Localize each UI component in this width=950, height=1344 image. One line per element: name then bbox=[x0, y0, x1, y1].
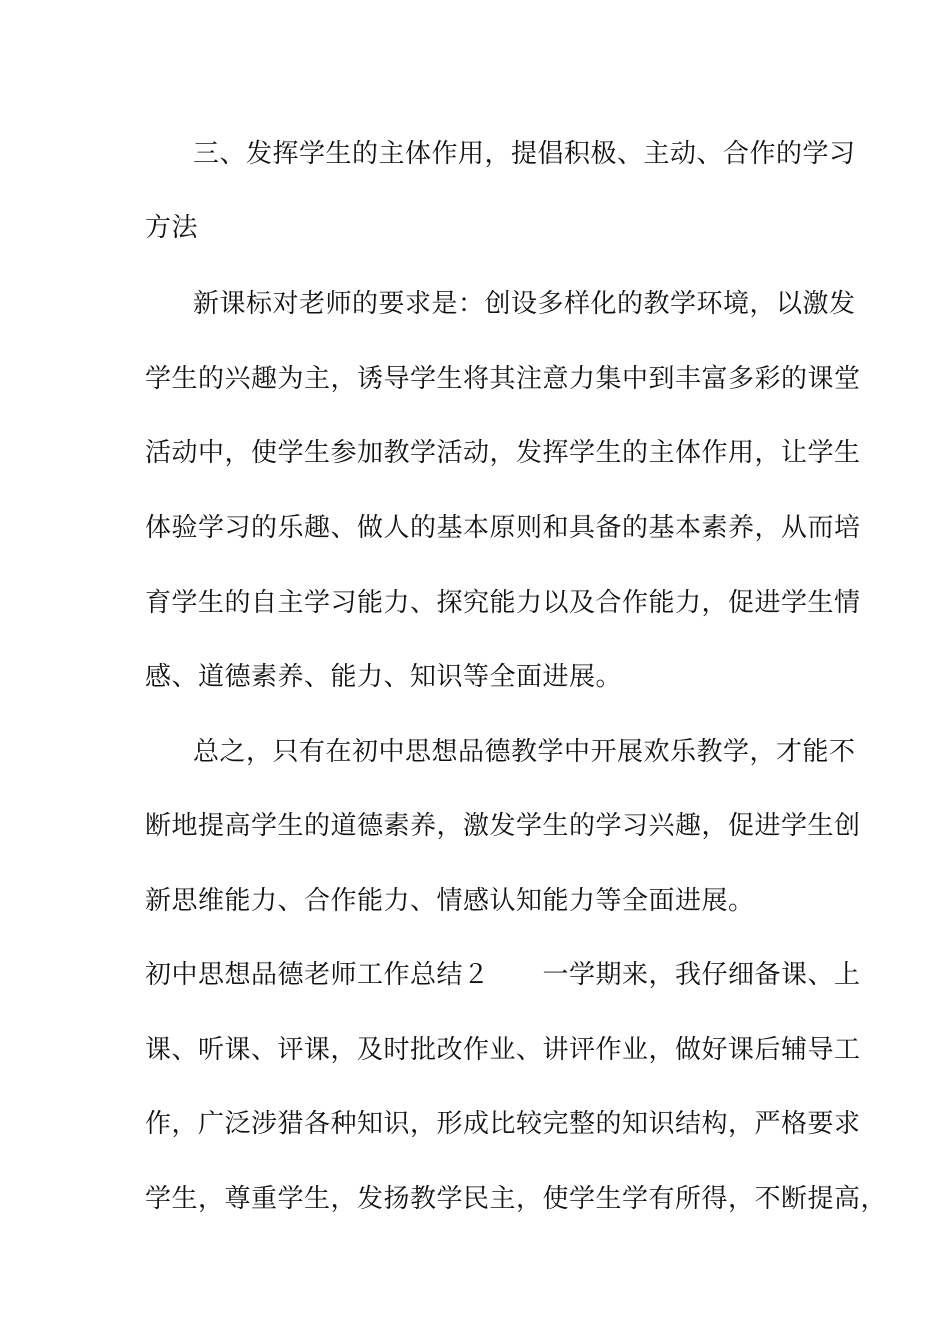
section-heading-line-2: 方法 bbox=[145, 213, 199, 243]
paragraph-line: 新思维能力、合作能力、情感认知能力等全面进展。 bbox=[145, 886, 755, 916]
paragraph-line: 学生的兴趣为主，诱导学生将其注意力集中到丰富多彩的课堂 bbox=[145, 364, 861, 394]
paragraph-line: 活动中，使学生参加教学活动，发挥学生的主体作用，让学生 bbox=[145, 438, 861, 468]
paragraph-line: 作，广泛涉猎各种知识，形成比较完整的知识结构，严格要求 bbox=[145, 1109, 861, 1139]
paragraph-line: 新课标对老师的要求是：创设多样化的教学环境，以激发 bbox=[193, 289, 856, 319]
paragraph-line: 总之，只有在初中思想品德教学中开展欢乐教学，才能不 bbox=[193, 737, 856, 767]
paragraph-line: 体验学习的乐趣、做人的基本原则和具备的基本素养，从而培 bbox=[145, 513, 861, 543]
paragraph-line: 课、听课、评课，及时批改作业、讲评作业，做好课后辅导工 bbox=[145, 1035, 861, 1065]
paragraph-line: 感、道德素养、能力、知识等全面进展。 bbox=[145, 662, 623, 692]
paragraph-line: 断地提高学生的道德素养，激发学生的学习兴趣，促进学生创 bbox=[145, 811, 861, 841]
paragraph-line: 育学生的自主学习能力、探究能力以及合作能力，促进学生情 bbox=[145, 588, 861, 618]
paragraph-line: 学生，尊重学生，发扬教学民主，使学生学有所得，不断提高， bbox=[145, 1184, 888, 1214]
paragraph-line: 初中思想品德老师工作总结２ 一学期来，我仔细备课、上 bbox=[145, 960, 861, 990]
section-heading-line-1: 三、发挥学生的主体作用，提倡积极、主动、合作的学习 bbox=[193, 139, 856, 169]
